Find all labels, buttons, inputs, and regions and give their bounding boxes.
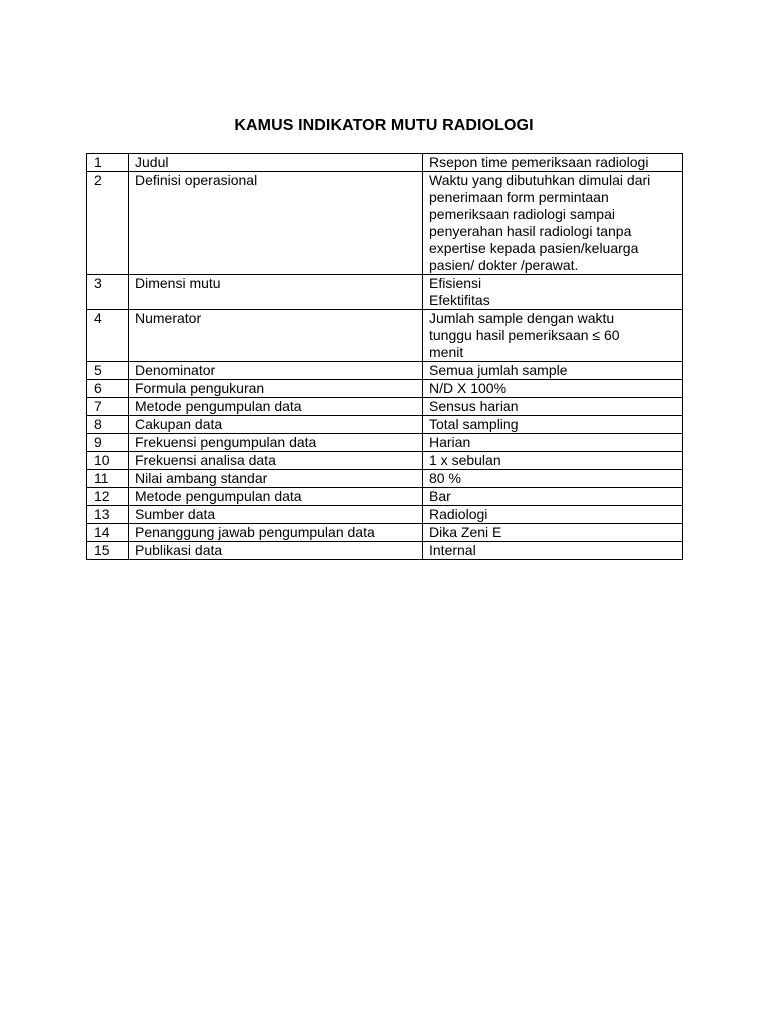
row-label: Metode pengumpulan data <box>129 398 423 416</box>
row-number: 4 <box>87 310 129 362</box>
row-number: 12 <box>87 488 129 506</box>
row-number: 8 <box>87 416 129 434</box>
table-row <box>87 452 683 470</box>
row-value: Harian <box>423 434 683 452</box>
row-number: 6 <box>87 380 129 398</box>
row-number: 1 <box>87 154 129 172</box>
row-label: Definisi operasional <box>129 172 423 275</box>
row-label: Judul <box>129 154 423 172</box>
row-label: Frekuensi pengumpulan data <box>129 434 423 452</box>
table-row <box>87 434 683 452</box>
row-value: N/D X 100% <box>423 380 683 398</box>
table-row <box>87 416 683 434</box>
row-value: Efisiensi Efektifitas <box>423 275 683 310</box>
page-title: KAMUS INDIKATOR MUTU RADIOLOGI <box>234 117 534 134</box>
row-value: Radiologi <box>423 506 683 524</box>
row-number: 14 <box>87 524 129 542</box>
row-value: 80 % <box>423 470 683 488</box>
table-row <box>87 154 683 172</box>
row-label: Numerator <box>129 310 423 362</box>
table-row <box>87 310 683 362</box>
row-number: 9 <box>87 434 129 452</box>
row-value: Waktu yang dibutuhkan dimulai dari penerimaan form permintaan pemeriksaan radiologi sampai penyerahan hasil radiologi tanpa expertise kepada pasien/keluarga pasien/ dokter /perawat. <box>423 172 683 275</box>
row-label: Frekuensi analisa data <box>129 452 423 470</box>
row-label: Nilai ambang standar <box>129 470 423 488</box>
row-label: Metode pengumpulan data <box>129 488 423 506</box>
table-row <box>87 398 683 416</box>
table-row <box>87 506 683 524</box>
table-row <box>87 172 683 275</box>
row-value: Total sampling <box>423 416 683 434</box>
indicator-table-body <box>87 154 683 560</box>
row-value: Semua jumlah sample <box>423 362 683 380</box>
row-value: 1 x sebulan <box>423 452 683 470</box>
row-label: Formula pengukuran <box>129 380 423 398</box>
table-row <box>87 470 683 488</box>
table-row <box>87 275 683 310</box>
row-number: 5 <box>87 362 129 380</box>
row-number: 3 <box>87 275 129 310</box>
row-value: Internal <box>423 542 683 560</box>
table-row <box>87 542 683 560</box>
row-value: Jumlah sample dengan waktu tunggu hasil pemeriksaan ≤ 60 menit <box>423 310 683 362</box>
table-row <box>87 524 683 542</box>
indicator-table <box>86 153 683 560</box>
row-number: 10 <box>87 452 129 470</box>
row-value: Rsepon time pemeriksaan radiologi <box>423 154 683 172</box>
row-number: 7 <box>87 398 129 416</box>
row-number: 2 <box>87 172 129 275</box>
table-row <box>87 380 683 398</box>
row-label: Sumber data <box>129 506 423 524</box>
row-label: Cakupan data <box>129 416 423 434</box>
row-number: 13 <box>87 506 129 524</box>
row-value: Dika Zeni E <box>423 524 683 542</box>
row-label: Dimensi mutu <box>129 275 423 310</box>
row-label: Publikasi data <box>129 542 423 560</box>
table-row <box>87 362 683 380</box>
row-label: Penanggung jawab pengumpulan data <box>129 524 423 542</box>
row-label: Denominator <box>129 362 423 380</box>
row-number: 11 <box>87 470 129 488</box>
row-value: Bar <box>423 488 683 506</box>
row-value: Sensus harian <box>423 398 683 416</box>
table-row <box>87 488 683 506</box>
row-number: 15 <box>87 542 129 560</box>
